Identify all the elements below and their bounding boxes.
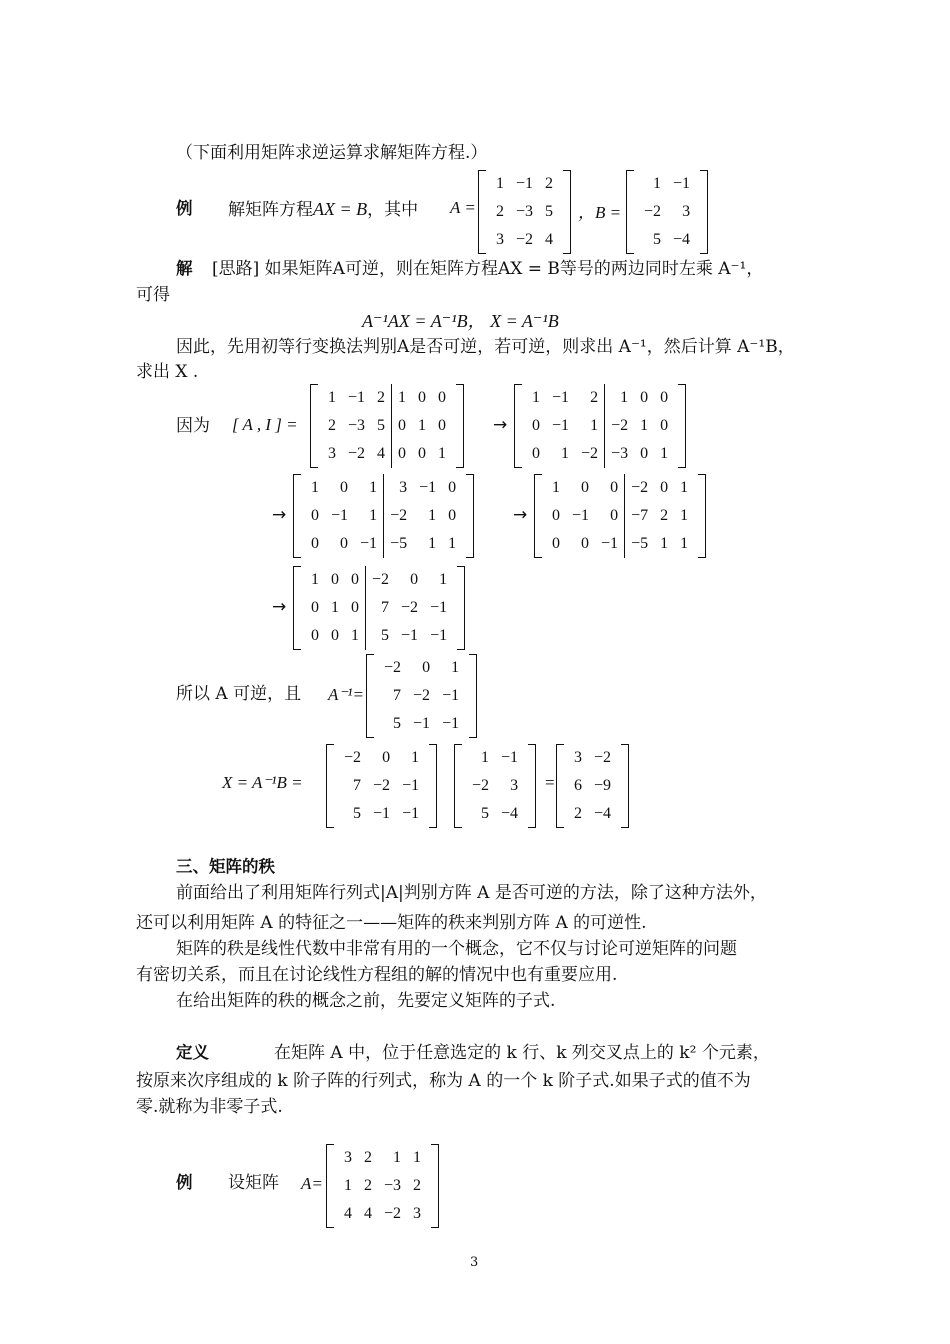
matrix-cell: −1 [552,389,570,406]
matrix-cell: 3 [496,231,504,248]
matrix-cell: 1 [604,384,634,412]
bracket-right [431,1144,439,1228]
arrow-3: → [513,505,528,525]
matrix-cell: −1 [430,627,448,644]
matrix-cell: 4 [344,1205,352,1222]
definition-label: 定义 [176,1043,209,1062]
matrix-cell: −1 [348,389,366,406]
matrix-cell: 1 [680,507,689,524]
matrix-cell: 2 [328,417,336,434]
matrix-cell: 3 [383,474,413,502]
matrix-cell: −4 [501,805,519,822]
bracket-left [293,566,301,650]
matrix-cell: −4 [594,805,612,822]
X-eq-label: X = A⁻¹B = [222,773,303,792]
matrix-cell: 0 [331,571,339,588]
matrix-cell: 1 [328,389,336,406]
matrix-cell: 0 [391,440,412,468]
matrix-cell: −2 [365,566,395,594]
matrix-cell: 0 [532,445,540,462]
matrix-cell: 0 [610,479,619,496]
bracket-left [556,744,564,828]
matrix-cell: 1 [428,535,437,552]
matrix-cell: 0 [660,479,669,496]
bracket-left [293,474,301,558]
bracket-left [534,474,542,558]
matrix-cell: 0 [438,389,447,406]
matrix-cell: 4 [377,445,386,462]
section-heading: 三、矩阵的秩 [176,857,275,876]
matrix-cell: 7 [365,594,395,622]
matrix-A-inverse-2 [326,744,437,828]
matrix-cell: 1 [552,479,560,496]
matrix-cell: 0 [438,417,447,434]
bracket-right [469,654,477,738]
matrix-cell: 0 [610,507,619,524]
matrix-cell: 4 [545,231,554,248]
bracket-left [478,170,486,254]
para-1a: 前面给出了利用矩阵行列式|A|判别方阵 A 是否可逆的方法，除了这种方法外， [176,883,767,903]
matrix-AI-2 [293,474,474,558]
example-2-label: 例 [176,1173,193,1192]
matrix-A-label: A = [450,198,476,217]
matrix-cell: 0 [340,535,349,552]
matrix-cell: −2 [644,203,662,220]
matrix-cell: 1 [680,479,689,496]
bracket-left [514,384,522,468]
matrix-cell: −2 [383,502,413,530]
matrix-cell: 2 [377,389,386,406]
matrix-cell: −1 [413,715,431,732]
matrix-cell: 2 [364,1149,372,1166]
matrix-cell: −1 [360,535,378,552]
matrix-cell: 2 [364,1177,372,1194]
matrix-cell: 1 [590,417,599,434]
matrix-cell: −1 [430,599,448,616]
bracket-right [621,744,629,828]
matrix-cell: 2 [496,203,504,220]
matrix-cell: 0 [581,535,590,552]
matrix-cell: 0 [351,599,359,616]
definition-b: 按原来次序组成的 k 阶子阵的行列式，称为 A 的一个 k 阶子式.如果子式的值不为 [136,1071,751,1091]
so-line: 所以 A 可逆，且 [176,684,302,704]
matrix-B-label: ，B = [578,203,622,222]
arrow-4: → [272,597,287,617]
matrix-cell: 0 [311,599,319,616]
matrix-cell: −1 [516,175,534,192]
bracket-right [457,566,465,650]
matrix-cell: 3 [574,749,582,766]
matrix-cell: 0 [418,389,427,406]
example-2-A-label: A= [301,1174,323,1193]
equation-line: A⁻¹AX = A⁻¹B， X = A⁻¹B [362,311,559,331]
matrix-cell: 6 [574,777,582,794]
matrix-cell: 5 [353,805,362,822]
intro-line: （下面利用矩阵求逆运算求解矩阵方程.） [176,143,488,163]
arrow-2: → [272,505,287,525]
matrix-cell: 0 [660,389,669,406]
matrix-cell: −3 [384,1177,402,1194]
AI-label: [ A , I ] = [232,415,298,434]
matrix-cell: −5 [624,530,654,558]
matrix-cell: 0 [640,445,649,462]
bracket-right [700,170,708,254]
matrix-cell: −1 [601,535,619,552]
matrix-cell: 1 [369,479,378,496]
matrix-cell: 1 [418,417,427,434]
matrix-cell: −1 [552,417,570,434]
matrix-cell: 7 [393,687,402,704]
matrix-B [626,170,708,254]
bracket-left [326,1144,334,1228]
matrix-X [556,744,629,828]
matrix-cell: −2 [594,749,612,766]
page-number: 3 [470,1255,479,1270]
matrix-cell: −2 [373,777,391,794]
matrix-cell: 1 [393,1149,402,1166]
matrix-cell: −1 [673,175,691,192]
matrix-cell: 3 [413,1205,422,1222]
matrix-cell: 0 [640,389,649,406]
example-text [228,198,418,221]
matrix-cell: 0 [422,659,431,676]
bracket-right [456,384,464,468]
matrix-cell: −3 [516,203,534,220]
matrix-cell: −3 [348,417,366,434]
matrix-cell: 1 [660,445,669,462]
matrix-cell: 0 [418,445,427,462]
matrix-cell: 0 [331,627,339,644]
matrix-cell: 0 [311,627,319,644]
matrix-cell: 1 [561,445,570,462]
matrix-cell: 0 [311,535,319,552]
matrix-cell: 1 [428,507,437,524]
matrix-cell: 5 [393,715,402,732]
matrix-cell: 1 [451,659,460,676]
matrix-cell: 5 [545,203,554,220]
matrix-cell: −1 [442,687,460,704]
matrix-cell: 2 [660,507,669,524]
matrix-AI-0 [310,384,464,468]
matrix-cell: −1 [442,715,460,732]
matrix-AI-4 [293,566,465,650]
matrix-cell: 1 [438,445,447,462]
matrix-cell: 3 [328,445,336,462]
matrix-cell: 0 [351,571,359,588]
therefore-line-2: 求出 X . [136,362,199,382]
matrix-cell: 0 [448,479,457,496]
matrix-AI-3 [534,474,706,558]
bracket-left [366,654,374,738]
matrix-cell: −1 [373,805,391,822]
bracket-left [626,170,634,254]
bracket-left [454,744,462,828]
matrix-cell: −5 [383,530,413,558]
bracket-right [429,744,437,828]
matrix-cell: 1 [481,749,490,766]
bracket-right [563,170,571,254]
matrix-cell: 5 [377,417,386,434]
matrix-cell: 7 [353,777,362,794]
matrix-cell: 1 [413,1149,422,1166]
matrix-cell: −1 [402,805,420,822]
matrix-cell: 1 [640,417,649,434]
para-3: 在给出矩阵的秩的概念之前，先要定义矩阵的子式. [176,991,556,1011]
matrix-cell: 0 [660,417,669,434]
matrix-cell: −9 [594,777,612,794]
matrix-cell: 0 [581,479,590,496]
matrix-cell: 1 [331,599,339,616]
matrix-cell: −3 [604,440,634,468]
matrix-cell: 2 [413,1177,422,1194]
matrix-M [326,1144,439,1228]
matrix-cell: 5 [365,622,395,650]
matrix-cell: −2 [384,659,402,676]
matrix-AI-1 [514,384,686,468]
matrix-cell: 2 [545,175,554,192]
therefore-line: 因此，先用初等行变换法判别A是否可逆，若可逆，则求出 A⁻¹，然后计算 A⁻¹B， [176,337,795,357]
bracket-left [310,384,318,468]
because-label: 因为 [176,416,210,436]
matrix-cell: −2 [344,749,362,766]
para-2a: 矩阵的秩是线性代数中非常有用的一个概念，它不仅与讨论可逆矩阵的问题 [176,939,737,959]
matrix-cell: 2 [574,805,582,822]
arrow-1: → [493,415,508,435]
bracket-right [698,474,706,558]
example-eq: AX = B [313,199,368,219]
matrix-cell: 1 [448,535,457,552]
equals-sign: = [545,773,555,792]
matrix-cell: 1 [344,1177,352,1194]
bracket-right [466,474,474,558]
matrix-cell: 1 [660,535,669,552]
matrix-cell: −1 [402,777,420,794]
matrix-cell: −1 [401,627,419,644]
matrix-cell: 1 [653,175,662,192]
example-label: 例 [176,199,193,218]
Ainv-label: A⁻¹= [328,685,364,704]
matrix-B-2 [454,744,536,828]
definition-a: 在矩阵 A 中，位于任意选定的 k 行、k 列交叉点上的 k² 个元素， [274,1043,770,1063]
matrix-cell: 0 [552,507,560,524]
bracket-right [678,384,686,468]
matrix-cell: 0 [391,412,412,440]
matrix-cell: −2 [384,1205,402,1222]
matrix-cell: 3 [682,203,691,220]
matrix-cell: 1 [680,535,689,552]
para-2b: 有密切关系，而且在讨论线性方程组的解的情况中也有重要应用. [136,965,618,985]
matrix-cell: 1 [311,571,319,588]
matrix-cell: 1 [391,384,412,412]
matrix-cell: −1 [419,479,437,496]
matrix-cell: −1 [572,507,590,524]
matrix-A-inverse [366,654,477,738]
matrix-cell: 3 [510,777,519,794]
matrix-cell: −2 [604,412,634,440]
matrix-cell: −2 [472,777,490,794]
solution-text: [思路] 如果矩阵A可逆，则在矩阵方程AX = B等号的两边同时左乘 A⁻¹， [212,259,764,279]
matrix-cell: 1 [369,507,378,524]
matrix-cell: 1 [411,749,420,766]
matrix-cell: 2 [590,389,599,406]
matrix-cell: 0 [552,535,560,552]
matrix-A [478,170,571,254]
matrix-cell: 3 [344,1149,352,1166]
matrix-cell: 4 [364,1205,372,1222]
bracket-right [528,744,536,828]
matrix-cell: −1 [501,749,519,766]
matrix-cell: 1 [496,175,504,192]
solution-text-2: 可得 [136,285,170,305]
solution-label: 解 [176,259,193,278]
matrix-cell: 1 [311,479,319,496]
matrix-cell: −2 [401,599,419,616]
matrix-cell: 0 [410,571,419,588]
matrix-cell: −2 [624,474,654,502]
matrix-cell: −1 [331,507,349,524]
matrix-cell: 0 [340,479,349,496]
matrix-cell: −2 [581,445,599,462]
matrix-cell: 1 [351,627,359,644]
bracket-left [326,744,334,828]
matrix-cell: 5 [653,231,662,248]
matrix-cell: −2 [348,445,366,462]
para-1b: 还可以利用矩阵 A 的特征之一——矩阵的秩来判别方阵 A 的可逆性. [136,913,647,933]
example-desc: 解矩阵方程 [228,200,313,220]
matrix-cell: 1 [439,571,448,588]
matrix-cell: 0 [311,507,319,524]
matrix-cell: 0 [382,749,391,766]
matrix-cell: −2 [516,231,534,248]
example-2-text: 设矩阵 [228,1173,279,1193]
matrix-cell: 0 [448,507,457,524]
matrix-cell: 0 [532,417,540,434]
example-where: ，其中 [367,200,419,220]
matrix-cell: −2 [413,687,431,704]
matrix-cell: 1 [532,389,540,406]
matrix-cell: 5 [481,805,490,822]
definition-c: 零.就称为非零子式. [136,1097,283,1117]
matrix-cell: −7 [624,502,654,530]
matrix-cell: −4 [673,231,691,248]
